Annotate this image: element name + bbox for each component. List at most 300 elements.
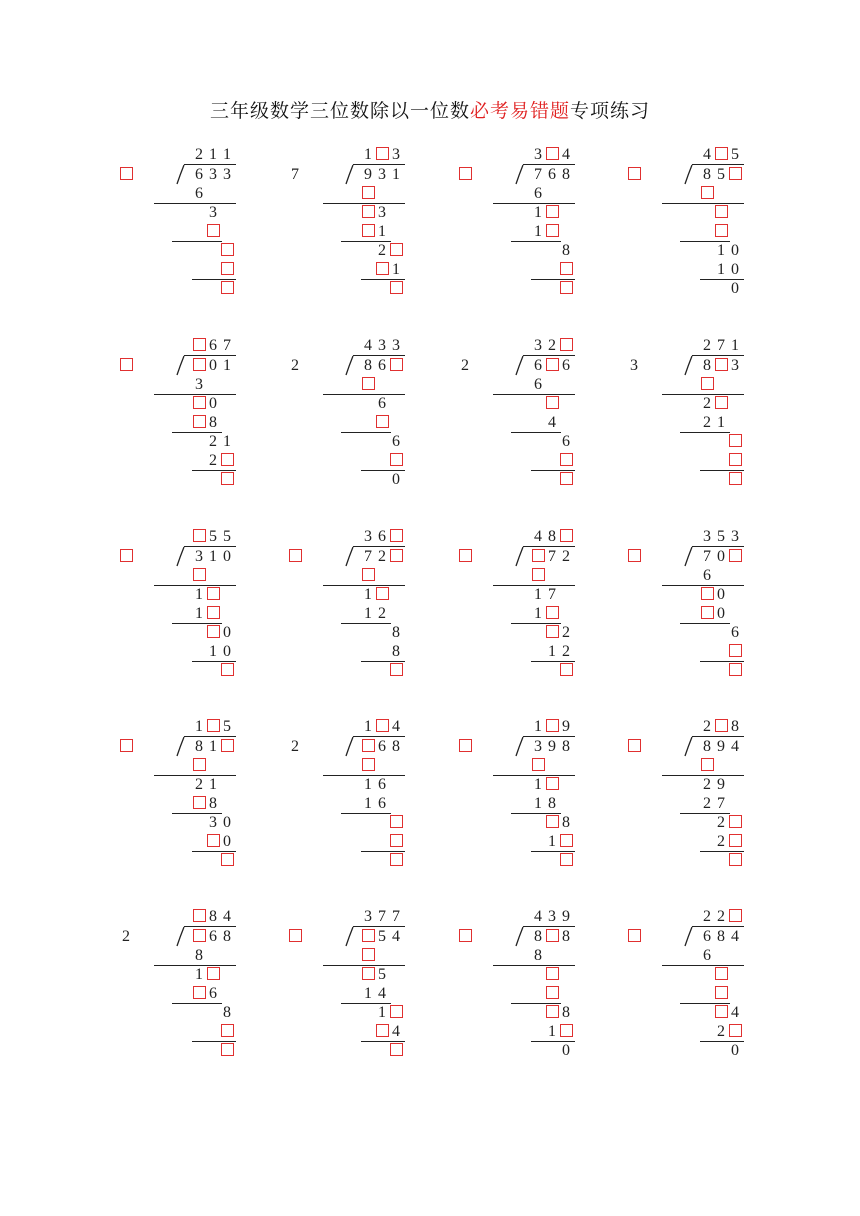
dividend-digit: 2 <box>378 548 386 565</box>
blank-box[interactable] <box>729 815 742 828</box>
blank-box[interactable] <box>546 929 559 942</box>
dividend-digit: 6 <box>209 928 217 945</box>
blank-box[interactable] <box>207 606 220 619</box>
quotient-digit: 2 <box>195 146 203 163</box>
blank-box[interactable] <box>546 396 559 409</box>
blank-box[interactable] <box>390 853 403 866</box>
step-digit: 1 <box>717 414 725 431</box>
quotient-digit: 4 <box>703 146 711 163</box>
step-digit: 8 <box>392 624 400 641</box>
dividend-digit: 8 <box>562 166 570 183</box>
blank-box[interactable] <box>546 967 559 980</box>
dividend-digit: 8 <box>534 928 542 945</box>
step-digit: 1 <box>548 1023 556 1040</box>
step-digit: 1 <box>534 204 542 221</box>
blank-box[interactable] <box>715 396 728 409</box>
blank-box[interactable] <box>390 815 403 828</box>
step-row <box>622 241 822 260</box>
step-digit: 8 <box>223 1004 231 1021</box>
step-digit: 6 <box>534 185 542 202</box>
dividend-digit: 8 <box>703 357 711 374</box>
quotient-digit: 2 <box>717 908 725 925</box>
step-digit: 2 <box>717 833 725 850</box>
blank-box[interactable] <box>221 1043 234 1056</box>
step-row <box>622 432 822 451</box>
step-digit: 1 <box>209 643 217 660</box>
quotient-digit: 3 <box>731 528 739 545</box>
blank-box[interactable] <box>362 205 375 218</box>
blank-box[interactable] <box>207 967 220 980</box>
step-digit: 4 <box>731 1004 739 1021</box>
step-digit: 0 <box>223 814 231 831</box>
dividend-digit: 1 <box>209 738 217 755</box>
step-digit: 1 <box>378 223 386 240</box>
blank-box[interactable] <box>362 377 375 390</box>
dividend-digit: 8 <box>562 928 570 945</box>
step-digit: 0 <box>223 624 231 641</box>
blank-box[interactable] <box>207 224 220 237</box>
blank-box[interactable] <box>532 568 545 581</box>
divisor: 3 <box>630 357 638 374</box>
blank-box[interactable] <box>715 147 728 160</box>
dividend-digit: 9 <box>548 738 556 755</box>
blank-box[interactable] <box>207 625 220 638</box>
blank-box[interactable] <box>729 834 742 847</box>
blank-box[interactable] <box>207 834 220 847</box>
step-row <box>622 794 822 813</box>
quotient-digit: 2 <box>703 908 711 925</box>
blank-box[interactable] <box>193 758 206 771</box>
dividend-digit: 4 <box>392 928 400 945</box>
dividend-digit: 9 <box>364 166 372 183</box>
step-row <box>622 375 822 394</box>
blank-box[interactable] <box>715 1005 728 1018</box>
blank-box[interactable] <box>193 909 206 922</box>
quotient-digit: 5 <box>223 718 231 735</box>
step-digit: 5 <box>378 966 386 983</box>
dividend-digit: 8 <box>562 738 570 755</box>
step-digit: 6 <box>378 795 386 812</box>
step-digit: 2 <box>703 414 711 431</box>
quotient-digit: 2 <box>703 337 711 354</box>
blank-box[interactable] <box>376 415 389 428</box>
quotient-digit: 1 <box>209 146 217 163</box>
step-digit: 2 <box>378 605 386 622</box>
blank-box[interactable] <box>362 186 375 199</box>
title-part-red: 必考易错题 <box>469 100 570 122</box>
step-digit: 6 <box>703 947 711 964</box>
title-part-1: 三年级数学三位数除以一位数 <box>209 100 470 122</box>
quotient-digit: 8 <box>209 908 217 925</box>
dividend-digit: 1 <box>223 357 231 374</box>
step-row <box>622 451 822 470</box>
quotient-digit: 5 <box>731 146 739 163</box>
divisor: 7 <box>291 166 299 183</box>
blank-box[interactable] <box>193 396 206 409</box>
blank-box[interactable] <box>729 663 742 676</box>
blank-box[interactable] <box>701 587 714 600</box>
blank-box[interactable] <box>546 1005 559 1018</box>
step-digit: 8 <box>548 795 556 812</box>
divisor: 2 <box>291 357 299 374</box>
step-digit: 0 <box>223 833 231 850</box>
step-digit: 2 <box>378 242 386 259</box>
dividend-digit: 6 <box>703 928 711 945</box>
dividend-digit: 3 <box>378 166 386 183</box>
step-row <box>622 775 822 794</box>
dividend-digit: 6 <box>378 357 386 374</box>
dividend-digit: 6 <box>195 166 203 183</box>
blank-box[interactable] <box>193 796 206 809</box>
step-row <box>622 984 822 1003</box>
blank-box[interactable] <box>390 358 403 371</box>
step-digit: 2 <box>195 776 203 793</box>
dividend-digit: 1 <box>209 548 217 565</box>
blank-box[interactable] <box>221 853 234 866</box>
division-problem <box>622 145 822 315</box>
blank-box[interactable] <box>546 719 559 732</box>
blank-box[interactable] <box>715 967 728 980</box>
step-row <box>622 946 822 965</box>
step-digit: 1 <box>223 433 231 450</box>
step-digit: 8 <box>562 242 570 259</box>
blank-box[interactable] <box>546 815 559 828</box>
blank-box[interactable] <box>546 147 559 160</box>
blank-box[interactable] <box>546 625 559 638</box>
quotient-digit: 4 <box>223 908 231 925</box>
step-row <box>622 279 822 298</box>
step-digit: 9 <box>717 776 725 793</box>
step-digit: 1 <box>548 833 556 850</box>
quotient-digit: 5 <box>223 528 231 545</box>
step-digit: 0 <box>717 586 725 603</box>
title-part-3: 专项练习 <box>570 100 651 122</box>
dividend <box>622 927 822 946</box>
step-digit: 0 <box>392 471 400 488</box>
blank-box[interactable] <box>560 281 573 294</box>
division-problem <box>622 717 822 887</box>
dividend <box>622 547 822 566</box>
blank-box[interactable] <box>729 453 742 466</box>
dividend-digit: 3 <box>209 166 217 183</box>
quotient-digit: 3 <box>392 337 400 354</box>
step-digit: 2 <box>562 643 570 660</box>
quotient-digit: 7 <box>223 337 231 354</box>
dividend-digit: 3 <box>534 738 542 755</box>
dividend-digit: 9 <box>717 738 725 755</box>
step-row <box>622 813 822 832</box>
step-digit: 1 <box>534 223 542 240</box>
step-row <box>622 1041 822 1060</box>
dividend-digit: 0 <box>209 357 217 374</box>
step-digit: 0 <box>731 242 739 259</box>
step-digit: 2 <box>703 776 711 793</box>
blank-box[interactable] <box>390 281 403 294</box>
step-digit: 2 <box>717 814 725 831</box>
step-digit: 6 <box>703 567 711 584</box>
quotient-digit: 4 <box>562 146 570 163</box>
blank-box[interactable] <box>390 663 403 676</box>
blank-box[interactable] <box>221 1024 234 1037</box>
step-digit: 2 <box>209 452 217 469</box>
blank-box[interactable] <box>390 243 403 256</box>
quotient-digit: 9 <box>562 718 570 735</box>
blank-box[interactable] <box>193 415 206 428</box>
quotient-digit: 4 <box>534 528 542 545</box>
quotient-digit: 5 <box>209 528 217 545</box>
step-digit: 6 <box>392 433 400 450</box>
divisor: 2 <box>122 928 130 945</box>
blank-box[interactable] <box>207 587 220 600</box>
blank-box[interactable] <box>221 739 234 752</box>
blank-box[interactable] <box>390 549 403 562</box>
blank-box[interactable] <box>560 262 573 275</box>
step-digit: 1 <box>534 605 542 622</box>
division-problem <box>622 527 822 697</box>
step-row <box>622 470 822 489</box>
blank-box[interactable] <box>390 453 403 466</box>
step-digit: 6 <box>731 624 739 641</box>
step-row <box>622 184 822 203</box>
step-digit: 1 <box>548 643 556 660</box>
blank-box[interactable] <box>532 549 545 562</box>
dividend-digit: 8 <box>703 738 711 755</box>
blank-box[interactable] <box>701 758 714 771</box>
quotient-digit: 4 <box>364 337 372 354</box>
blank-box[interactable] <box>207 719 220 732</box>
dividend-digit: 7 <box>548 548 556 565</box>
dividend <box>622 356 822 375</box>
blank-box[interactable] <box>390 1005 403 1018</box>
quotient <box>622 336 822 355</box>
blank-box[interactable] <box>193 338 206 351</box>
step-row <box>622 832 822 851</box>
step-digit: 3 <box>209 814 217 831</box>
step-digit: 0 <box>209 395 217 412</box>
blank-box[interactable] <box>221 281 234 294</box>
quotient-digit: 8 <box>731 718 739 735</box>
blank-box[interactable] <box>221 472 234 485</box>
blank-box[interactable] <box>560 834 573 847</box>
blank-box[interactable] <box>729 644 742 657</box>
blank-box[interactable] <box>221 243 234 256</box>
blank-box[interactable] <box>715 719 728 732</box>
quotient-digit: 4 <box>534 908 542 925</box>
blank-box[interactable] <box>376 147 389 160</box>
blank-box[interactable] <box>221 453 234 466</box>
blank-box[interactable] <box>546 358 559 371</box>
dividend-digit: 6 <box>548 166 556 183</box>
blank-box[interactable] <box>546 224 559 237</box>
blank-box[interactable] <box>560 663 573 676</box>
quotient-digit: 9 <box>562 908 570 925</box>
step-digit: 1 <box>364 776 372 793</box>
dividend-digit: 4 <box>731 928 739 945</box>
step-row <box>622 1003 822 1022</box>
step-digit: 8 <box>392 643 400 660</box>
blank-box[interactable] <box>715 358 728 371</box>
step-digit: 8 <box>562 1004 570 1021</box>
blank-box[interactable] <box>715 986 728 999</box>
step-digit: 1 <box>364 985 372 1002</box>
blank-box[interactable] <box>701 377 714 390</box>
blank-box[interactable] <box>193 358 206 371</box>
blank-box[interactable] <box>729 853 742 866</box>
blank-box[interactable] <box>362 224 375 237</box>
step-digit: 1 <box>534 795 542 812</box>
step-row <box>622 642 822 661</box>
step-digit: 3 <box>195 376 203 393</box>
quotient-digit: 1 <box>731 337 739 354</box>
blank-box[interactable] <box>546 777 559 790</box>
blank-box[interactable] <box>729 549 742 562</box>
step-digit: 2 <box>717 1023 725 1040</box>
blank-box[interactable] <box>193 529 206 542</box>
blank-box[interactable] <box>729 167 742 180</box>
blank-box[interactable] <box>193 986 206 999</box>
dividend <box>622 737 822 756</box>
blank-box[interactable] <box>715 224 728 237</box>
quotient-digit: 8 <box>548 528 556 545</box>
dividend-digit: 7 <box>703 548 711 565</box>
step-digit: 8 <box>534 947 542 964</box>
step-digit: 6 <box>562 433 570 450</box>
blank-box[interactable] <box>221 262 234 275</box>
step-digit: 1 <box>378 1004 386 1021</box>
blank-box[interactable] <box>362 568 375 581</box>
dividend-digit: 0 <box>717 548 725 565</box>
step-digit: 0 <box>731 1042 739 1059</box>
quotient-digit: 3 <box>392 146 400 163</box>
step-digit: 1 <box>364 605 372 622</box>
step-digit: 8 <box>562 814 570 831</box>
dividend-digit: 8 <box>717 928 725 945</box>
divisor: 2 <box>461 357 469 374</box>
dividend-digit: 3 <box>223 166 231 183</box>
quotient-digit: 3 <box>364 528 372 545</box>
blank-box[interactable] <box>729 1024 742 1037</box>
step-row <box>622 585 822 604</box>
dividend-digit: 7 <box>534 166 542 183</box>
step-row <box>622 203 822 222</box>
division-problem <box>622 907 822 1077</box>
dividend <box>622 165 822 184</box>
blank-box[interactable] <box>729 472 742 485</box>
step-row <box>622 756 822 775</box>
quotient-digit: 1 <box>195 718 203 735</box>
blank-box[interactable] <box>560 529 573 542</box>
step-row <box>622 1022 822 1041</box>
step-digit: 1 <box>195 586 203 603</box>
blank-box[interactable] <box>546 205 559 218</box>
dividend-digit: 0 <box>223 548 231 565</box>
blank-box[interactable] <box>390 1043 403 1056</box>
step-digit: 6 <box>534 376 542 393</box>
step-digit: 0 <box>223 643 231 660</box>
dividend-digit: 5 <box>378 928 386 945</box>
dividend-digit: 6 <box>378 738 386 755</box>
blank-box[interactable] <box>193 568 206 581</box>
quotient-digit: 2 <box>548 337 556 354</box>
step-row <box>622 661 822 680</box>
blank-box[interactable] <box>560 472 573 485</box>
blank-box[interactable] <box>390 834 403 847</box>
blank-box[interactable] <box>193 929 206 942</box>
blank-box[interactable] <box>376 587 389 600</box>
step-digit: 4 <box>548 414 556 431</box>
blank-box[interactable] <box>560 1024 573 1037</box>
blank-box[interactable] <box>532 758 545 771</box>
step-digit: 1 <box>364 586 372 603</box>
blank-box[interactable] <box>701 186 714 199</box>
blank-box[interactable] <box>546 986 559 999</box>
blank-box[interactable] <box>362 967 375 980</box>
step-row <box>622 604 822 623</box>
step-digit: 7 <box>717 795 725 812</box>
division-problem <box>622 336 822 506</box>
dividend-digit: 4 <box>731 738 739 755</box>
quotient-digit: 1 <box>364 718 372 735</box>
blank-box[interactable] <box>729 434 742 447</box>
step-digit: 2 <box>703 795 711 812</box>
blank-box[interactable] <box>560 853 573 866</box>
step-row <box>622 394 822 413</box>
step-digit: 8 <box>195 947 203 964</box>
step-digit: 7 <box>548 586 556 603</box>
step-digit: 1 <box>209 776 217 793</box>
dividend-digit: 6 <box>562 357 570 374</box>
step-digit: 1 <box>534 586 542 603</box>
quotient-digit: 7 <box>378 908 386 925</box>
blank-box[interactable] <box>376 1024 389 1037</box>
blank-box[interactable] <box>362 929 375 942</box>
quotient-digit: 2 <box>703 718 711 735</box>
blank-box[interactable] <box>729 909 742 922</box>
step-digit: 4 <box>392 1023 400 1040</box>
blank-box[interactable] <box>715 205 728 218</box>
step-row <box>622 965 822 984</box>
quotient-digit: 3 <box>703 528 711 545</box>
step-row <box>622 566 822 585</box>
step-digit: 8 <box>209 795 217 812</box>
quotient <box>622 717 822 736</box>
quotient <box>622 907 822 926</box>
blank-box[interactable] <box>560 453 573 466</box>
step-digit: 2 <box>703 395 711 412</box>
step-digit: 4 <box>378 985 386 1002</box>
blank-box[interactable] <box>560 338 573 351</box>
step-digit: 6 <box>195 185 203 202</box>
dividend-digit: 8 <box>195 738 203 755</box>
quotient <box>622 527 822 546</box>
blank-box[interactable] <box>376 719 389 732</box>
page-title <box>0 96 860 123</box>
step-row <box>622 222 822 241</box>
step-digit: 1 <box>195 966 203 983</box>
blank-box[interactable] <box>701 606 714 619</box>
blank-box[interactable] <box>376 262 389 275</box>
step-digit: 0 <box>717 605 725 622</box>
blank-box[interactable] <box>221 663 234 676</box>
blank-box[interactable] <box>362 948 375 961</box>
blank-box[interactable] <box>362 739 375 752</box>
quotient-digit: 3 <box>534 146 542 163</box>
blank-box[interactable] <box>390 529 403 542</box>
blank-box[interactable] <box>546 606 559 619</box>
step-row <box>622 413 822 432</box>
step-digit: 1 <box>534 776 542 793</box>
blank-box[interactable] <box>362 758 375 771</box>
